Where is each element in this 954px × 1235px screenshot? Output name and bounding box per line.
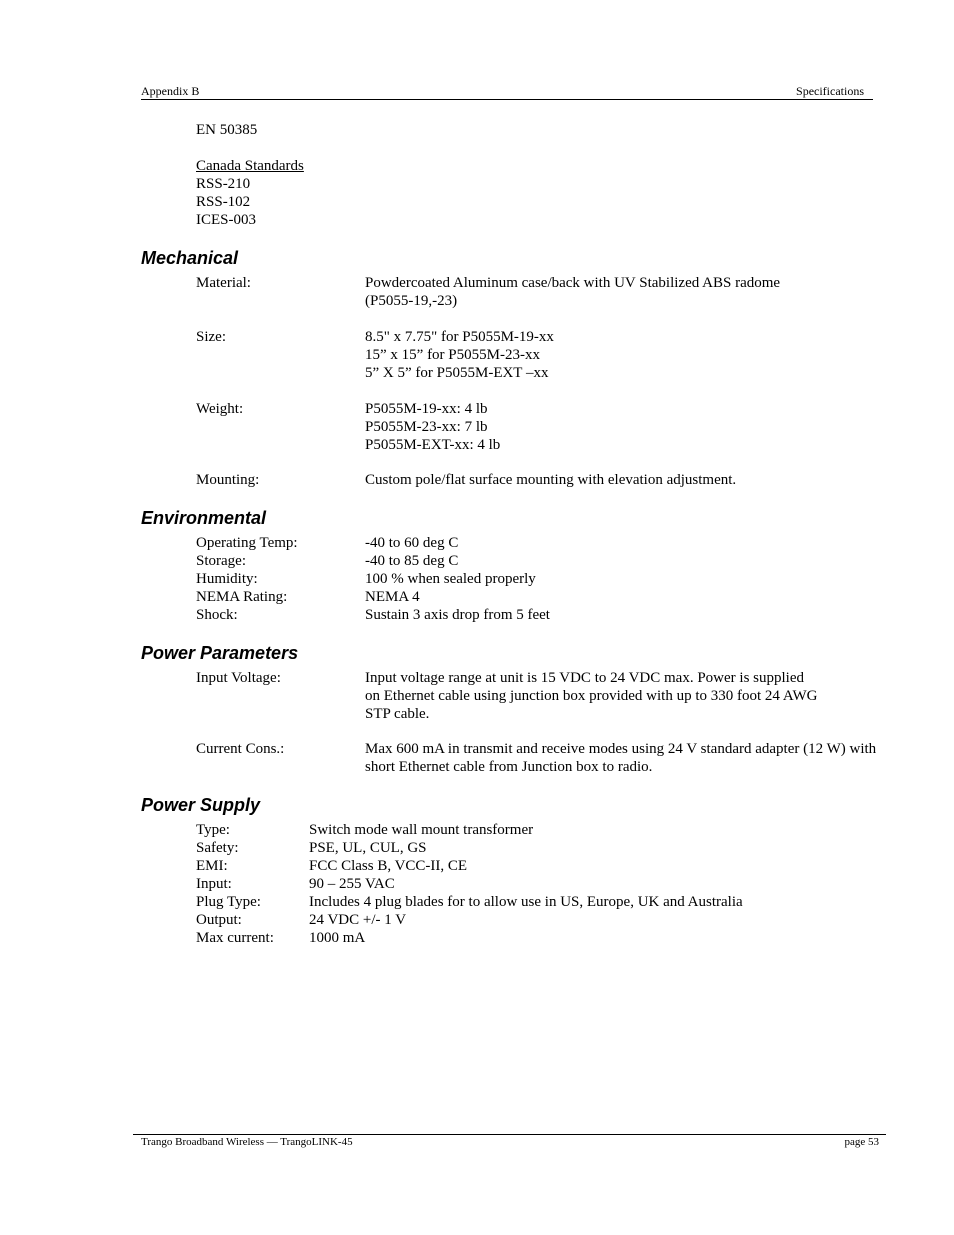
canada-item: RSS-210: [196, 176, 251, 192]
spec-value: 90 – 255 VAC: [309, 876, 395, 892]
spec-value: Sustain 3 axis drop from 5 feet: [365, 607, 550, 623]
canada-standards-heading-text: Canada Standards: [196, 158, 304, 174]
en-standard: EN 50385: [196, 122, 258, 138]
section-mechanical-title: Mechanical: [141, 248, 239, 268]
spec-label: Plug Type:: [196, 894, 261, 910]
spec-label: Mounting:: [196, 472, 260, 488]
spec-value-line: (P5055-19,-23): [365, 293, 458, 309]
spec-value-line: P5055M-19-xx: 4 lb: [365, 401, 488, 417]
spec-value: 1000 mA: [309, 930, 366, 946]
spec-value: [365, 274, 780, 310]
spec-label: Size:: [196, 329, 226, 345]
spec-value: FCC Class B, VCC-II, CE: [309, 858, 468, 874]
spec-value-line: Input voltage range at unit is 15 VDC to 24 VDC max. Power is supplied: [365, 670, 804, 686]
spec-label: Safety:: [196, 840, 239, 856]
spec-label: Storage:: [196, 553, 246, 569]
spec-value-line: P5055M-23-xx: 7 lb: [365, 419, 488, 435]
spec-value-line: Custom pole/flat surface mounting with elevation adjustment.: [365, 472, 737, 488]
spec-label: EMI:: [196, 858, 228, 874]
spec-value-line: 15” x 15” for P5055M-23-xx: [365, 347, 540, 363]
canada-item: RSS-102: [196, 194, 251, 210]
spec-value-line: STP cable.: [365, 706, 430, 722]
section-power-supply-title: Power Supply: [141, 795, 261, 815]
spec-value: -40 to 85 deg C: [365, 553, 459, 569]
spec-value-line: P5055M-EXT-xx: 4 lb: [365, 437, 501, 453]
footer-rule: [133, 1134, 886, 1135]
spec-label: Weight:: [196, 401, 244, 417]
spec-value-line: 5” X 5” for P5055M-EXT –xx: [365, 365, 549, 381]
spec-label: Input Voltage:: [196, 670, 281, 686]
spec-value: Includes 4 plug blades for to allow use in US, Europe, UK and Australia: [309, 894, 743, 910]
spec-label: Input:: [196, 876, 232, 892]
header-rule: [141, 99, 873, 100]
spec-value-line: Max 600 mA in transmit and receive modes using 24 V standard adapter (12 W) with: [365, 741, 877, 757]
spec-value-line: 8.5" x 7.75" for P5055M-19-xx: [365, 329, 554, 345]
spec-value-line: short Ethernet cable from Junction box to radio.: [365, 759, 653, 775]
spec-label: Humidity:: [196, 571, 258, 587]
spec-value: [365, 740, 876, 776]
spec-value: [365, 471, 736, 489]
spec-value: Switch mode wall mount transformer: [309, 822, 534, 838]
spec-value: PSE, UL, CUL, GS: [309, 840, 427, 856]
spec-label: Material:: [196, 275, 251, 291]
spec-value: NEMA 4: [365, 589, 420, 605]
header-right: Specifications: [796, 84, 864, 98]
header-left: Appendix B: [141, 84, 200, 98]
spec-label: Shock:: [196, 607, 238, 623]
section-power-parameters-title: Power Parameters: [141, 643, 299, 663]
spec-label: Operating Temp:: [196, 535, 298, 551]
spec-value: -40 to 60 deg C: [365, 535, 459, 551]
canada-item: ICES-003: [196, 212, 256, 228]
spec-label: Max current:: [196, 930, 274, 946]
spec-label: NEMA Rating:: [196, 589, 288, 605]
spec-label: Current Cons.:: [196, 741, 285, 757]
spec-value-line: Powdercoated Aluminum case/back with UV Stabilized ABS radome: [365, 275, 781, 291]
spec-value-line: on Ethernet cable using junction box provided with up to 330 foot 24 AWG: [365, 688, 818, 704]
spec-value: 24 VDC +/- 1 V: [309, 912, 407, 928]
spec-value: [365, 669, 817, 723]
spec-value: [365, 400, 500, 454]
section-environmental-title: Environmental: [141, 508, 267, 528]
spec-value: [365, 328, 554, 382]
spec-value: 100 % when sealed properly: [365, 571, 536, 587]
footer-page-number: page 53: [844, 1136, 879, 1148]
canada-standards-heading: [196, 157, 304, 175]
spec-label: Type:: [196, 822, 230, 838]
footer-left: Trango Broadband Wireless — TrangoLINK-45: [141, 1136, 353, 1148]
spec-label: Output:: [196, 912, 242, 928]
